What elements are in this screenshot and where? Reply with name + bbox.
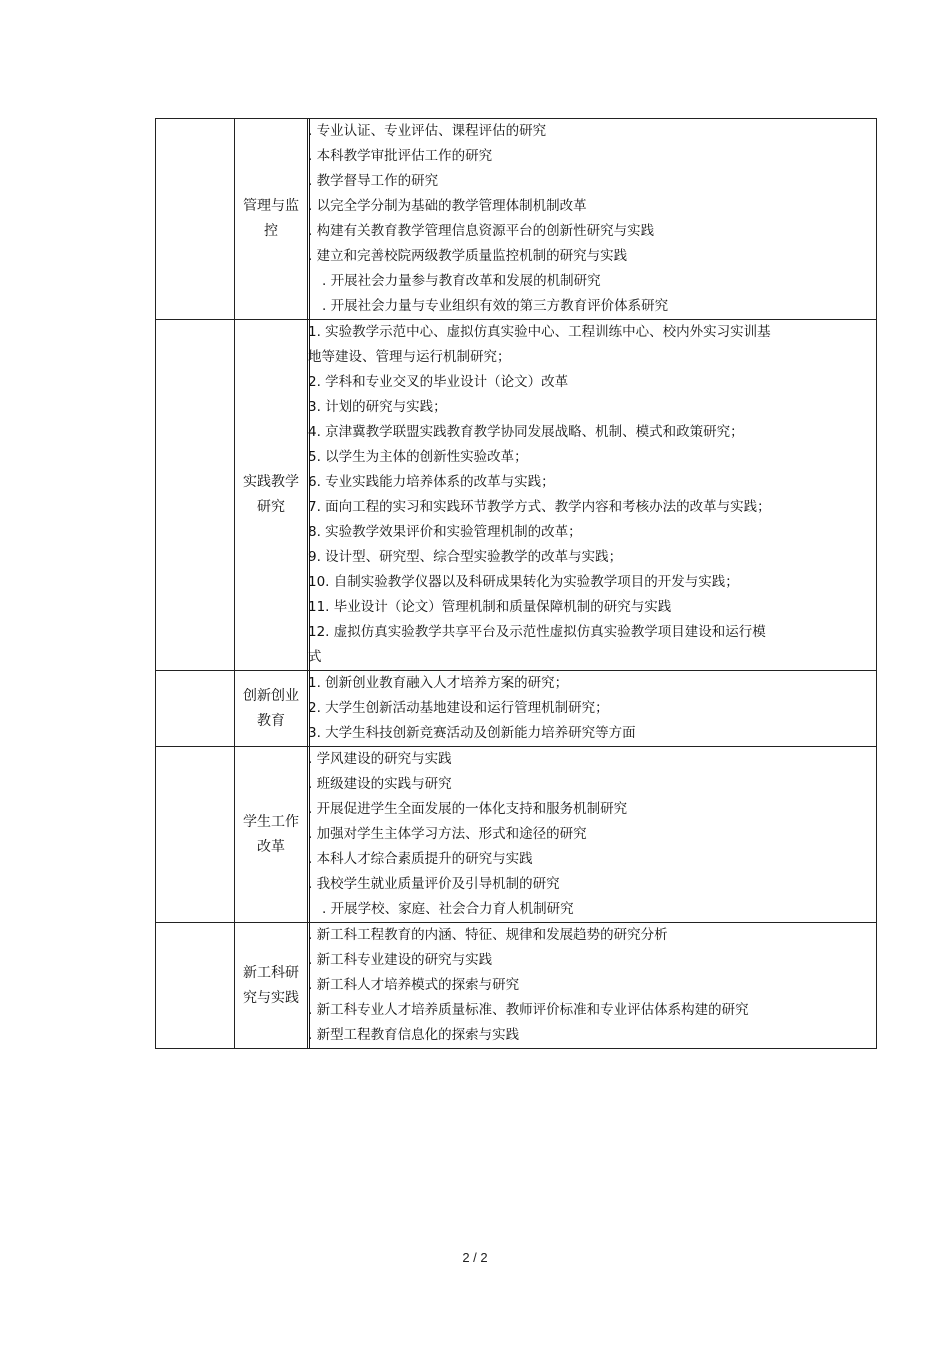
topics-cell [308,747,877,923]
topic-item: . 本科人才综合素质提升的研究与实践 [308,851,533,867]
table-row [156,747,877,923]
topic-item: 3. 计划的研究与实践； [308,399,447,415]
table-row [156,320,877,671]
table-row [156,671,877,747]
topic-item: . 开展学校、家庭、社会合力育人机制研究 [322,901,574,917]
topic-item: . 专业认证、专业评估、课程评估的研究 [308,123,547,139]
topic-item: 式 [308,649,322,665]
topic-item: 12. 虚拟仿真实验教学共享平台及示范性虚拟仿真实验教学项目建设和运行模 [308,624,766,640]
topic-item: . 开展社会力量与专业组织有效的第三方教育评价体系研究 [322,298,669,314]
blank-cell [156,119,235,320]
topic-item: . 开展促进学生全面发展的一体化支持和服务机制研究 [308,801,628,817]
blank-cell [156,671,235,747]
topic-item: . 新工科工程教育的内涵、特征、规律和发展趋势的研究分析 [308,927,668,943]
topic-item: 7. 面向工程的实习和实践环节教学方式、教学内容和考核办法的改革与实践； [308,499,771,515]
topic-item: 4. 京津冀教学联盟实践教育教学协同发展战略、机制、模式和政策研究； [308,424,744,440]
topics-cell [308,671,877,747]
topic-item: 8. 实验教学效果评价和实验管理机制的改革； [308,524,582,540]
category-label-line: 管理与监 [243,198,299,214]
category-label-line: 学生工作 [243,813,299,830]
table-row [156,119,877,320]
topic-item: 1. 创新创业教育融入人才培养方案的研究； [308,675,569,691]
category-label-line: 实践教学 [243,474,299,490]
topic-item: 10. 自制实验教学仪器以及科研成果转化为实验教学项目的开发与实践； [308,574,739,590]
topic-item: . 班级建设的实践与研究 [308,776,452,792]
category-cell [235,747,308,923]
topics-cell [308,119,877,320]
topics-cell [308,923,877,1049]
page-number: 2 / 2 [462,1250,488,1265]
topic-item: . 新工科人才培养模式的探索与研究 [308,977,520,993]
topic-item: . 本科教学审批评估工作的研究 [308,148,493,164]
category-label-line: 改革 [257,838,285,855]
blank-cell [156,747,235,923]
category-label-line: 控 [264,223,278,239]
category-label-line: 教育 [257,712,285,729]
category-cell [235,671,308,747]
topic-item: . 以完全学分制为基础的教学管理体制机制改革 [308,198,587,214]
topic-item: . 我校学生就业质量评价及引导机制的研究 [308,876,560,892]
category-cell [235,320,308,671]
topic-item: 2. 大学生创新活动基地建设和运行管理机制研究； [308,700,609,716]
topic-item: 6. 专业实践能力培养体系的改革与实践； [308,474,555,490]
blank-cell [156,923,235,1049]
topic-item: 3. 大学生科技创新竞赛活动及创新能力培养研究等方面 [308,725,636,741]
topic-item: . 建立和完善校院两级教学质量监控机制的研究与实践 [308,248,628,264]
topic-item: 1. 实验教学示范中心、虚拟仿真实验中心、工程训练中心、校内外实习实训基 [308,324,771,340]
topics-table-body [156,119,877,1049]
topic-item: 5. 以学生为主体的创新性实验改革； [308,449,528,465]
topic-item: 地等建设、管理与运行机制研究； [308,349,511,365]
topic-item: . 学风建设的研究与实践 [308,751,452,767]
category-cell [235,119,308,320]
topic-item: 2. 学科和专业交叉的毕业设计（论文）改革 [308,374,569,390]
blank-cell [156,320,235,671]
topic-item: . 教学督导工作的研究 [308,173,439,189]
topic-item: . 新工科专业建设的研究与实践 [308,952,493,968]
category-label-line: 创新创业 [243,687,299,704]
table-row [156,923,877,1049]
topics-table [155,118,877,1049]
category-label-line: 研究 [257,499,285,515]
topic-item: . 开展社会力量参与教育改革和发展的机制研究 [322,273,601,289]
topic-item: 11. 毕业设计（论文）管理机制和质量保障机制的研究与实践 [308,599,672,615]
topic-item: 9. 设计型、研究型、综合型实验教学的改革与实践； [308,549,623,565]
topic-item: . 构建有关教育教学管理信息资源平台的创新性研究与实践 [308,223,655,239]
category-label-line: 究与实践 [243,989,299,1006]
category-cell [235,923,308,1049]
topics-cell [308,320,877,671]
topic-item: . 新工科专业人才培养质量标准、教师评价标准和专业评估体系构建的研究 [308,1002,749,1018]
topic-item: . 加强对学生主体学习方法、形式和途径的研究 [308,826,587,842]
category-label-line: 新工科研 [243,964,299,981]
topic-item: . 新型工程教育信息化的探索与实践 [308,1027,520,1043]
